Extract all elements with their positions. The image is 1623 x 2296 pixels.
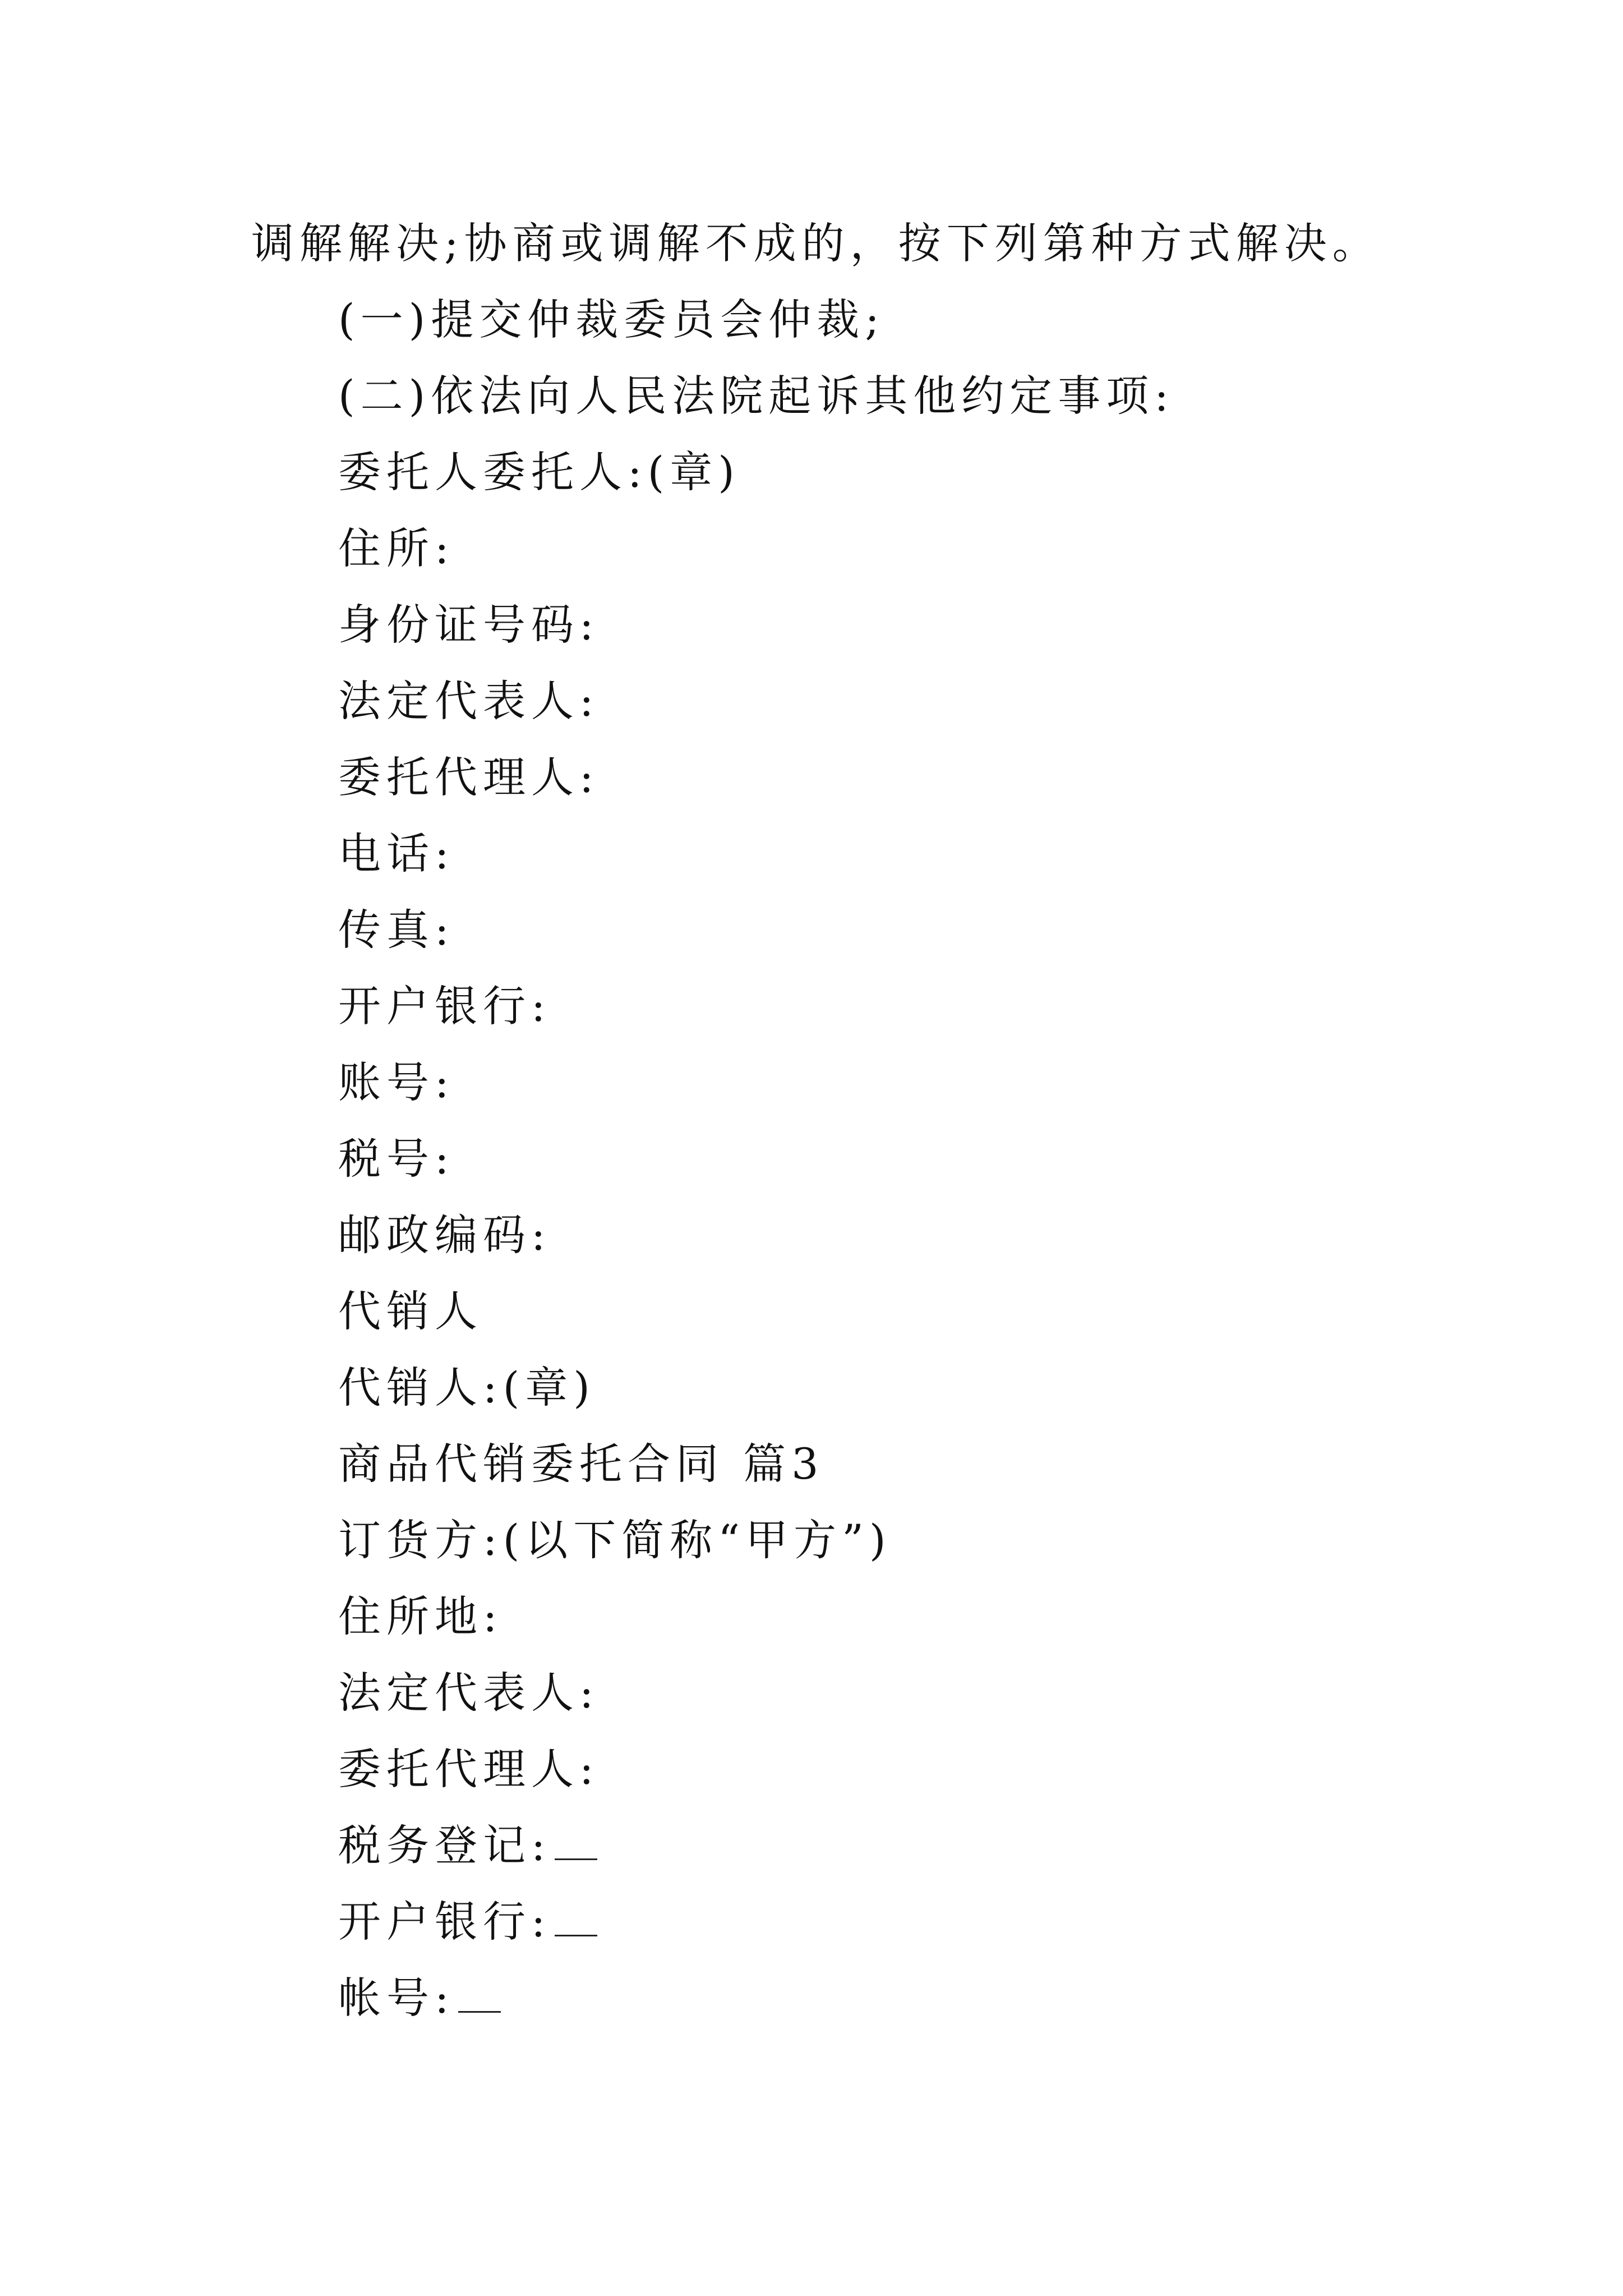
field-tax-number: 税号: [338,1134,455,1184]
field-account-2-label: 帐号: [338,1973,455,2023]
field-account: 账号: [338,1057,455,1107]
field-id-number: 身份证号码: [338,600,600,650]
field-bank-2 [338,1895,597,1949]
fill-in-blank [458,1974,501,2013]
field-residence: 住所地: [338,1591,503,1641]
field-legal-representative: 法定代表人: [338,676,600,726]
field-account-2 [338,1971,501,2025]
field-authorized-agent: 委托代理人: [338,752,600,802]
option-arbitration: (一)提交仲裁委员会仲裁; [338,295,885,344]
fill-in-blank [555,1821,597,1860]
field-authorized-agent-2: 委托代理人: [338,1744,600,1794]
option-litigation: (二)依法向人民法院起诉其他约定事项: [338,371,1174,421]
paragraph-dispute-resolution: 调解解决;协商或调解不成的，按下列第种方式解决。 [251,218,1381,268]
field-legal-representative-2: 法定代表人: [338,1668,600,1718]
field-tax-registration-label: 税务登记: [338,1820,551,1870]
field-tax-registration [338,1819,597,1872]
field-bank-2-label: 开户银行: [338,1897,551,1947]
field-ordering-party: 订货方:(以下简称“甲方”) [338,1515,892,1565]
contract-section-title: 商品代销委托合同 篇3 [338,1439,824,1489]
field-fax: 传真: [338,905,455,955]
fill-in-blank [555,1898,597,1936]
field-principal-seal: 委托人委托人:(章) [338,447,740,497]
field-phone: 电话: [338,829,455,878]
field-bank: 开户银行: [338,981,551,1031]
heading-consignee: 代销人 [338,1286,483,1336]
field-consignee-seal: 代销人:(章) [338,1363,596,1412]
field-address: 住所: [338,523,455,573]
field-postal-code: 邮政编码: [338,1210,551,1260]
